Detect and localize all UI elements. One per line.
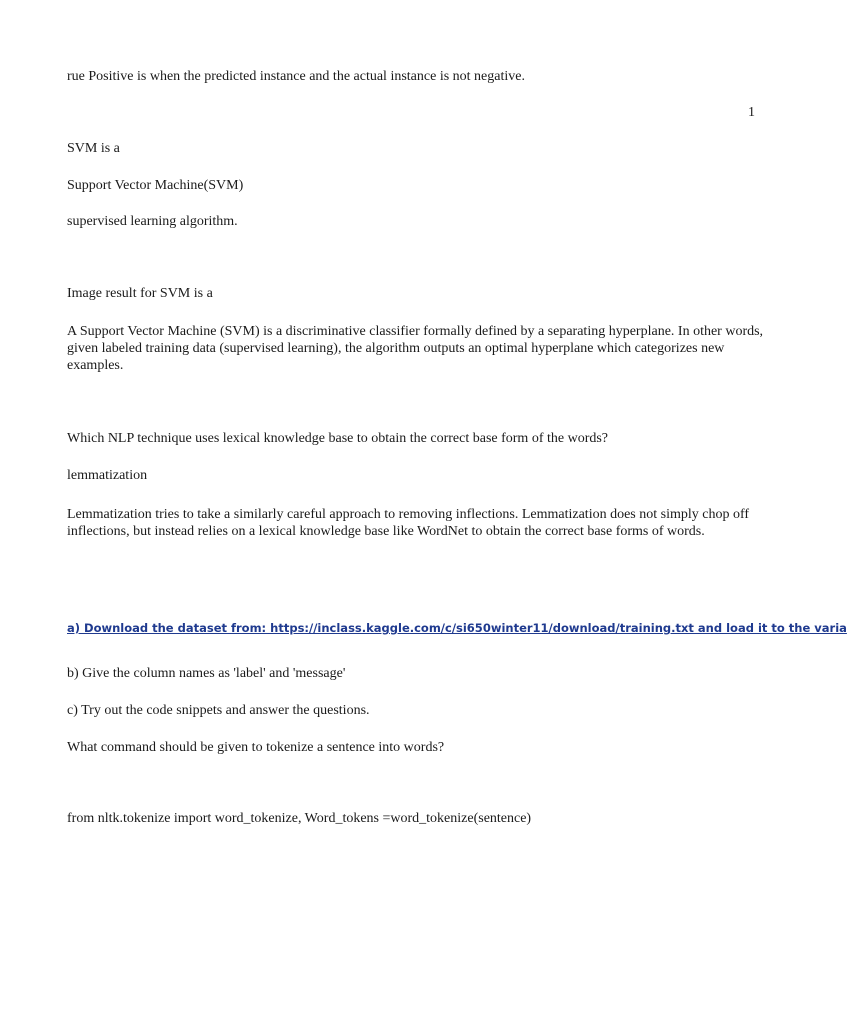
svm-question: SVM is a: [67, 141, 120, 156]
true-positive-text: rue Positive is when the predicted instance and the actual instance is not negative.: [67, 69, 525, 84]
lemmatization-definition: Lemmatization tries to take a similarly careful approach to removing inflections. Lemmatization does not simply chop off inflections, but instead relies on a lexical knowledge base like WordNet to obtain the correct base forms of words.: [67, 507, 750, 539]
svm-type: supervised learning algorithm.: [67, 214, 238, 229]
nlp-answer: lemmatization: [67, 468, 148, 483]
step-c-text: c) Try out the code snippets and answer the questions.: [67, 703, 370, 718]
image-result-heading: Image result for SVM is a: [67, 286, 213, 301]
tokenize-question: What command should be given to tokenize a sentence into words?: [67, 740, 445, 755]
dataset-download-link[interactable]: a) Download the dataset from: https://inclass.kaggle.com/c/si650winter11/download/training.txt and load it to the varia: [67, 621, 847, 635]
nlp-question: Which NLP technique uses lexical knowledge base to obtain the correct base form of the words?: [67, 431, 609, 446]
step-b-text: b) Give the column names as 'label' and 'message': [67, 666, 346, 681]
svm-definition: A Support Vector Machine (SVM) is a discriminative classifier formally defined by a separating hyperplane. In other words, given labeled training data (supervised learning), the algorithm outputs an optimal hyperplane which categorizes new examples.: [67, 324, 764, 373]
svm-full-name: Support Vector Machine(SVM): [67, 178, 244, 193]
tokenize-answer: from nltk.tokenize import word_tokenize, Word_tokens =word_tokenize(sentence): [67, 811, 532, 826]
page-number: 1: [748, 105, 755, 120]
